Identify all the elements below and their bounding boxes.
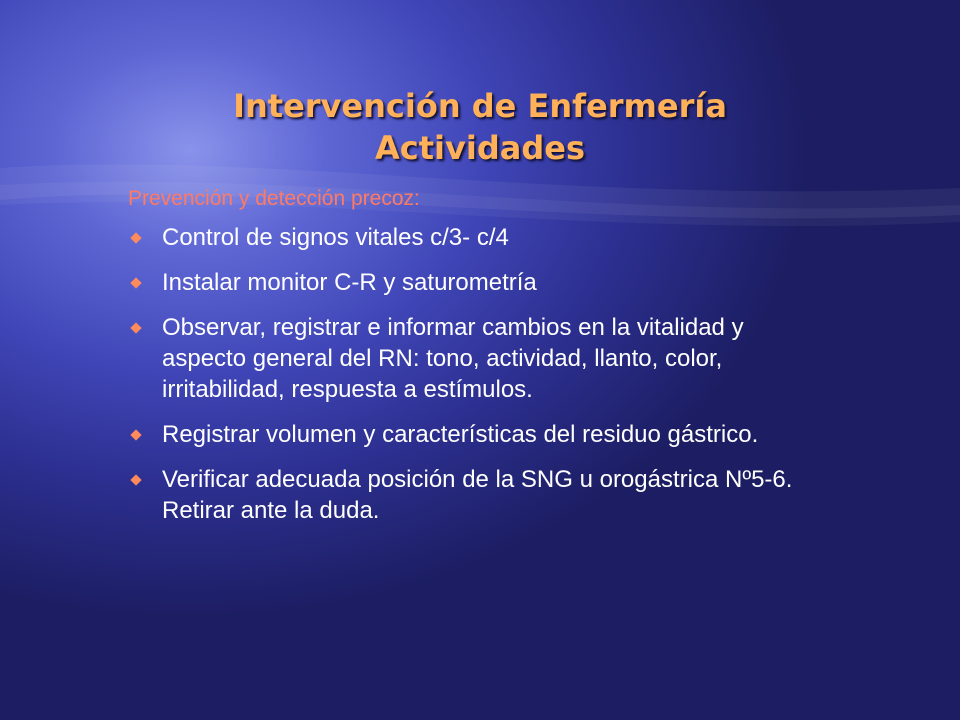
bullet-item — [128, 419, 808, 450]
bullet-item — [128, 312, 808, 405]
diamond-bullet-icon — [130, 429, 141, 440]
bullet-text: Verificar adecuada posición de la SNG u orogástrica Nº5-6. Retirar ante la duda. — [162, 466, 793, 524]
bullet-list — [128, 222, 808, 526]
slide-title-line-2: Actividades — [375, 129, 585, 168]
slide-title — [0, 85, 960, 169]
bullet-text: Observar, registrar e informar cambios en la vitalidad y aspecto general del RN: tono, actividad, llanto, color, irritabilidad, respuesta a estímulos. — [162, 314, 744, 403]
diamond-bullet-icon — [130, 232, 141, 243]
diamond-bullet-icon — [130, 322, 141, 333]
bullet-text: Instalar monitor C-R y saturometría — [162, 269, 537, 296]
bullet-item — [128, 267, 808, 298]
bullet-item — [128, 464, 808, 526]
bullet-text: Registrar volumen y características del residuo gástrico. — [162, 421, 759, 448]
slide-body — [128, 184, 808, 540]
intro-text: Prevención y detección precoz: — [128, 187, 420, 210]
bullet-item — [128, 222, 808, 253]
diamond-bullet-icon — [130, 277, 141, 288]
slide-title-line-1: Intervención de Enfermería — [233, 87, 727, 126]
bullet-text: Control de signos vitales c/3- c/4 — [162, 224, 509, 251]
diamond-bullet-icon — [130, 474, 141, 485]
